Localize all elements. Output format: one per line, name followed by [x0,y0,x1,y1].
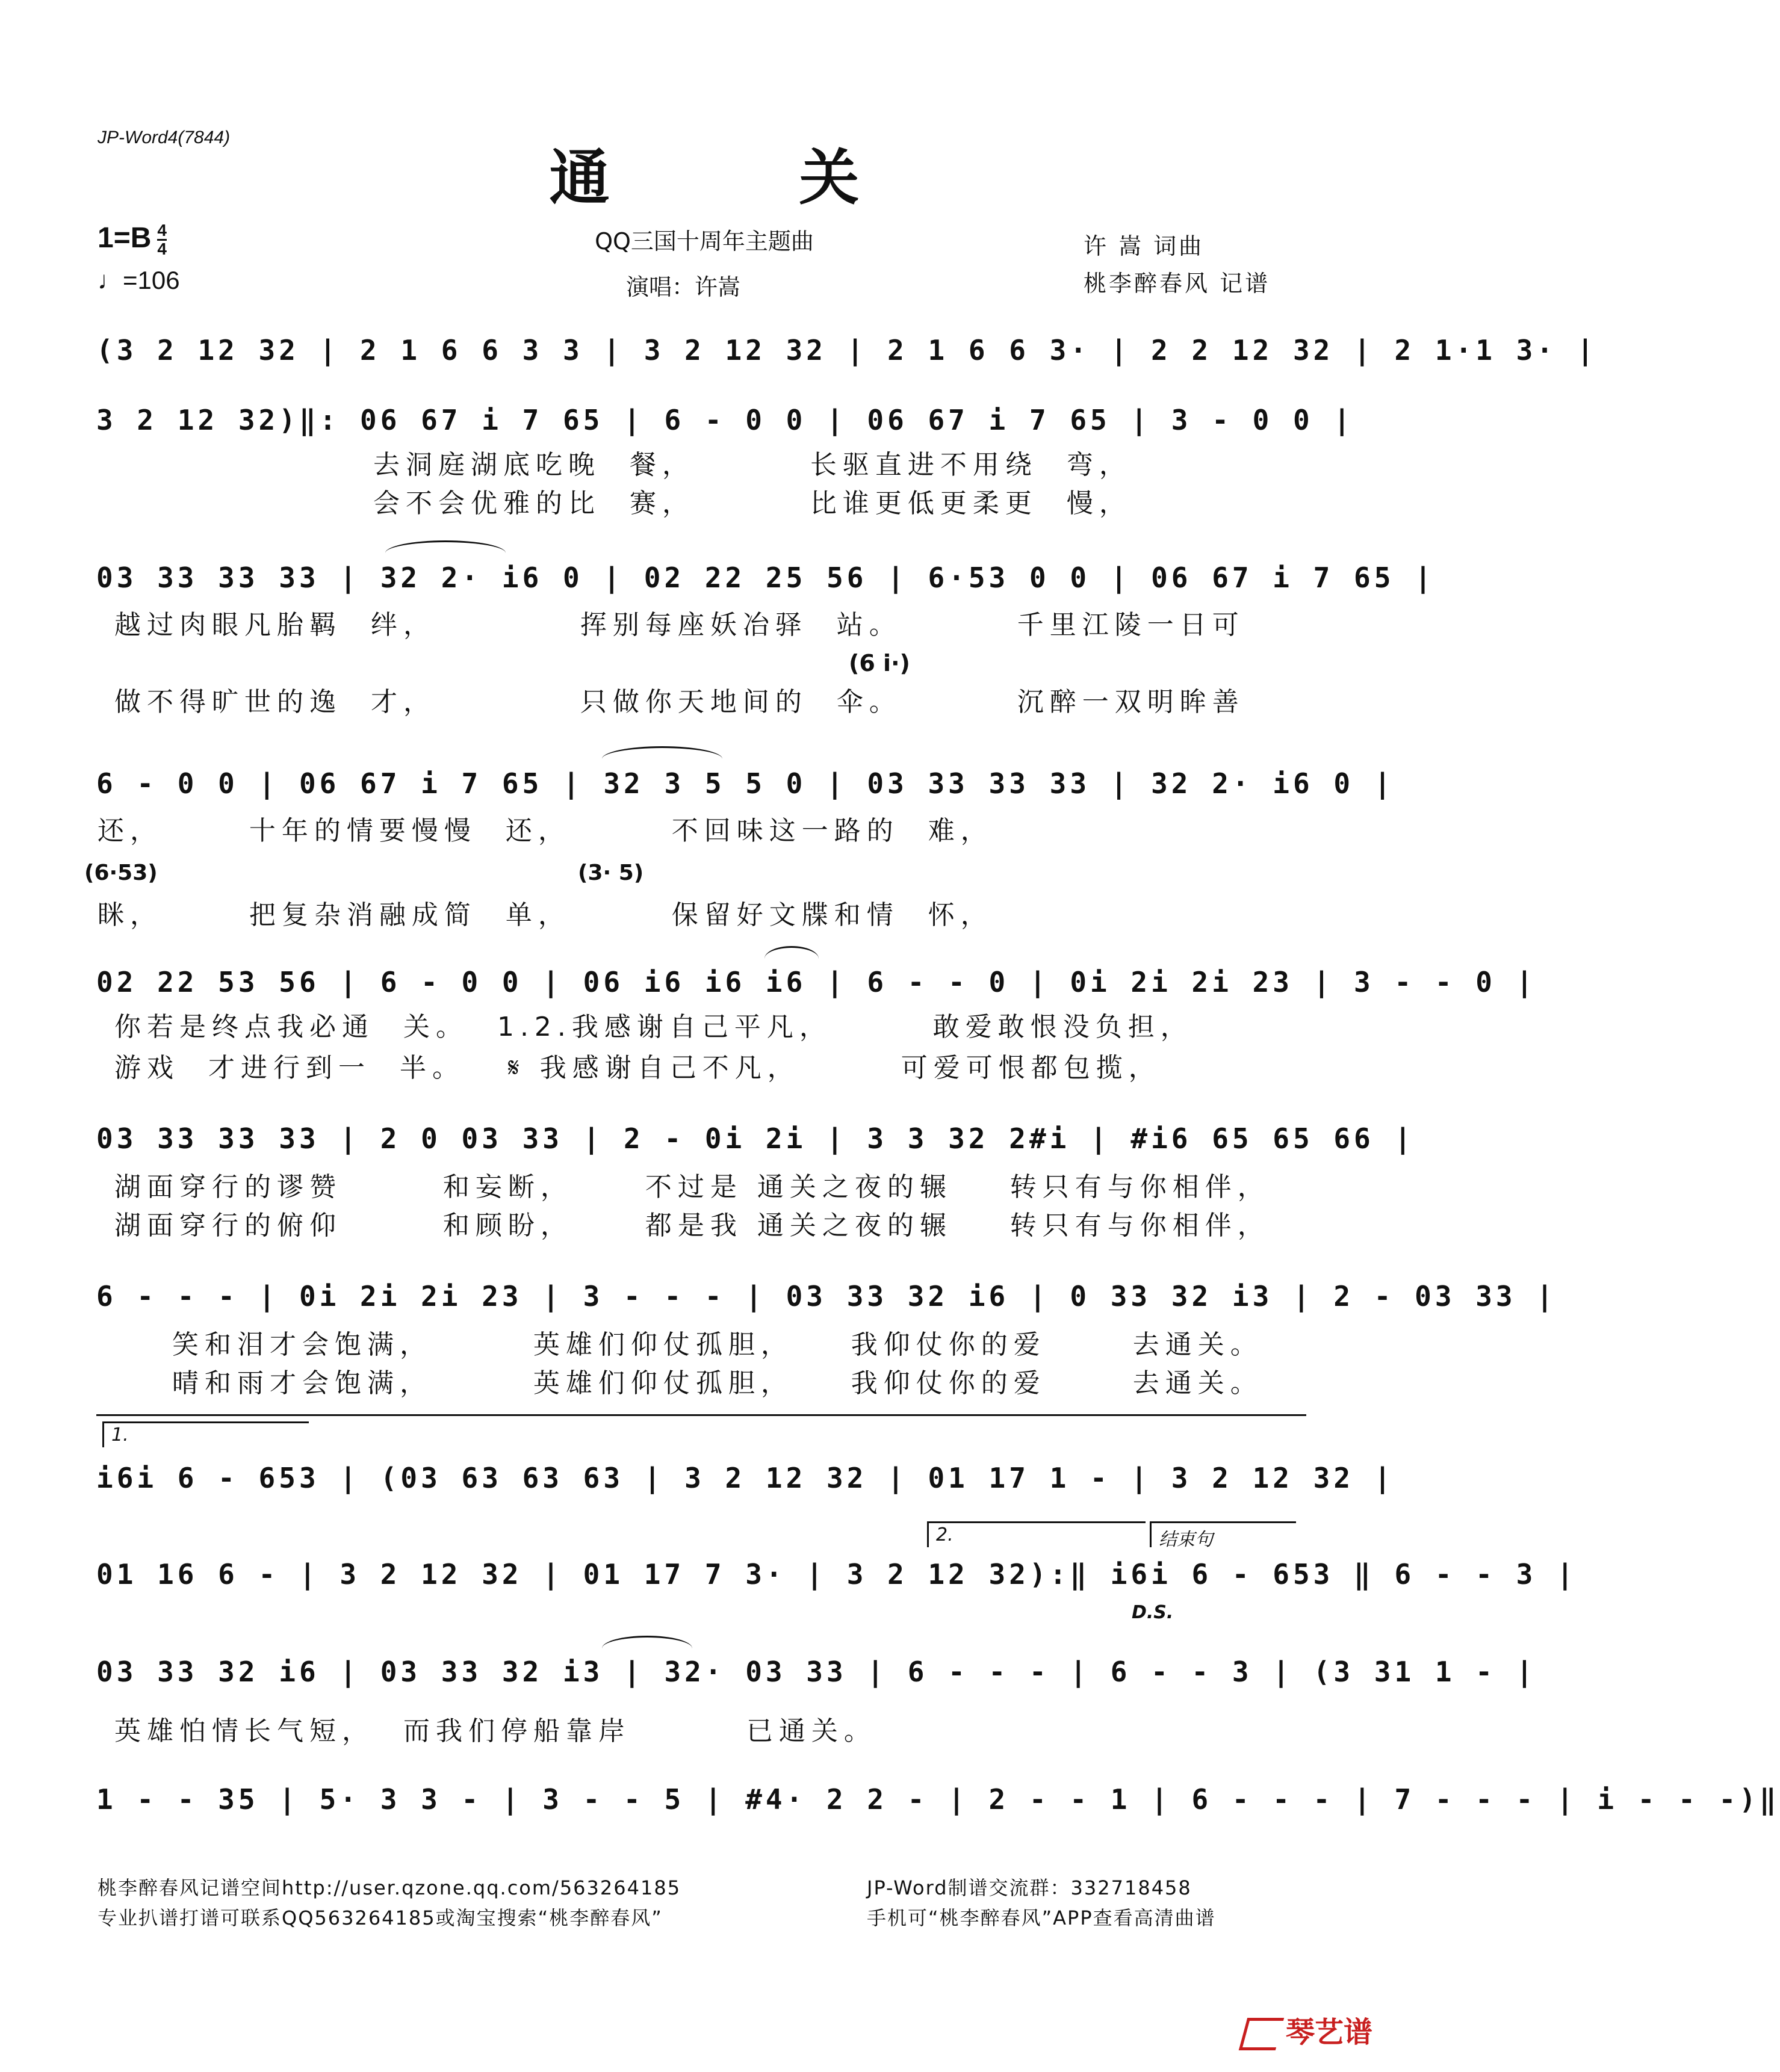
volta-2-bracket [927,1521,1146,1547]
ending-label: 结束句 [1159,1529,1213,1550]
score-row-11 [96,1781,1780,1842]
lyrics-verse-1: 还， 十年的情要慢慢 还， 不回味这一路的 难， [98,815,993,846]
slur [385,540,506,553]
footer-website: 桃李醉春风记谱空间http://user.qzone.qq.com/563264185 [98,1876,681,1899]
notation-line: 6 - - - | 0i 2i 2i 23 | 3 - - - | 03 33 32 i6 | 0 33 32 i3 | 2 - 03 33 | [96,1280,1557,1313]
lyrics-verse-1: 笑和泪才会饱满， 英雄们仰仗孤胆， 我仰仗你的爱 去通关。 [114,1329,1263,1360]
volta-1-bracket [102,1421,309,1447]
slur [602,746,722,759]
notation-line: 6 - 0 0 | 06 67 i 7 65 | 32 3 5 5 0 | 03 33 33 33 | 32 2· i6 0 | [96,767,1395,800]
logo-text: 琴艺谱 [1285,2015,1372,2049]
key-label: 1=B [98,222,152,254]
lyrics-verse-2: 做不得旷世的逸 才， 只做你天地间的 伞。 沉醉一双明眸善 [114,687,1245,717]
grace-note: (6·53) [84,861,158,885]
lyrics-verse-2: 眯， 把复杂消融成简 单， 保留好文牒和情 怀， [98,900,993,930]
footer-contact: 专业扒谱打谱可联系QQ563264185或淘宝搜索“桃李醉春风” [98,1907,663,1929]
logo-icon [1239,2018,1284,2050]
score-row-1 [96,332,1598,392]
time-numerator: 4 [157,220,167,240]
notation-line: 01 16 6 - | 3 2 12 32 | 01 17 7 3· | 3 2 12 32):‖ i6i 6 - 653 ‖ 6 - - 3 | [96,1558,1577,1591]
tempo-mark: ♩=106 [98,266,180,294]
grace-note: (6 i·) [849,650,910,676]
notation-line: 03 33 33 33 | 32 2· i6 0 | 02 22 25 56 | 6·53 0 0 | 06 67 i 7 65 | [96,561,1435,594]
lyrics-verse-1: 英雄怕情长气短， 而我们停船靠岸 已通关。 [114,1716,876,1746]
notation-line: (3 2 12 32 | 2 1 6 6 3 3 | 3 2 12 32 | 2 1 6 6 3· | 2 2 12 32 | 2 1·1 3· | [96,334,1598,366]
volta-1-label: 1. [111,1424,129,1446]
slur [602,1636,692,1648]
lyrics-verse-1: 越过肉眼凡胎羁 绊， 挥别每座妖冶驿 站。 千里江陵一日可 [114,610,1245,640]
time-denominator: 4 [157,239,167,258]
lyricist: 许 嵩 词曲 [1084,233,1205,259]
grace-note: (3· 5) [578,861,644,885]
notation-line: i6i 6 - 653 | (03 63 63 63 | 3 2 12 32 | 01 17 1 - | 3 2 12 32 | [96,1462,1395,1494]
slur [764,946,819,959]
score-row-9 [96,1556,1577,1616]
subtitle: QQ三国十周年主题曲 [595,228,814,255]
volta-2-label: 2. [936,1524,954,1545]
dal-segno-mark: D.S. [1132,1602,1174,1623]
notation-line: 1 - - 35 | 5· 3 3 - | 3 - - 5 | #4· 2 2 - | 2 - - 1 | 6 - - - | 7 - - - | i - - -)‖ [96,1783,1780,1816]
footer-app: 手机可“桃李醉春风”APP查看高清曲谱 [867,1907,1216,1929]
software-version: JP-Word4(7844) [98,128,231,147]
lyrics-verse-2: 湖面穿行的俯仰 和顾盼， 都是我 通关之夜的辗 转只有与你相伴， [114,1210,1270,1241]
transcriber: 桃李醉春风 记谱 [1084,270,1271,297]
footer-group: JP-Word制谱交流群：332718458 [867,1876,1192,1899]
singer: 演唱：许嵩 [626,274,741,300]
notation-line: 03 33 33 33 | 2 0 03 33 | 2 - 0i 2i | 3 3 32 2#i | #i6 65 65 66 | [96,1122,1415,1155]
lyrics-verse-1: 去洞庭湖底吃晚 餐， 长驱直进不用绕 弯， [373,450,1132,480]
divider-line [96,1414,1306,1416]
lyrics-verse-2: 晴和雨才会饱满， 英雄们仰仗孤胆， 我仰仗你的爱 去通关。 [114,1368,1263,1399]
score-row-10 [96,1654,1537,1714]
notation-line: 3 2 12 32)‖: 06 67 i 7 65 | 6 - 0 0 | 06 67 i 7 65 | 3 - 0 0 | [96,404,1354,436]
notation-line: 03 33 32 i6 | 03 33 32 i3 | 32· 03 33 | 6 - - - | 6 - - 3 | (3 31 1 - | [96,1656,1537,1688]
site-logo [1243,2009,1372,2050]
score-row-8 [96,1460,1395,1520]
ending-bracket [1150,1521,1296,1550]
lyrics-verse-2: 会不会优雅的比 赛， 比谁更低更柔更 慢， [373,488,1132,519]
lyrics-verse-2: 游戏 才进行到一 半。 𝄋 我感谢自己不凡， 可爱可恨都包揽， [114,1053,1161,1083]
notation-line: 02 22 53 56 | 6 - 0 0 | 06 i6 i6 i6 | 6 - - 0 | 0i 2i 2i 23 | 3 - - 0 | [96,966,1537,998]
song-title: 通 关 [549,142,944,213]
lyrics-verse-1: 湖面穿行的谬赞 和妄断， 不过是 通关之夜的辗 转只有与你相伴， [114,1172,1270,1202]
lyrics-verse-1: 你若是终点我必通 关。 1.2.我感谢自己平凡， 敢爱敢恨没负担， [114,1012,1193,1042]
